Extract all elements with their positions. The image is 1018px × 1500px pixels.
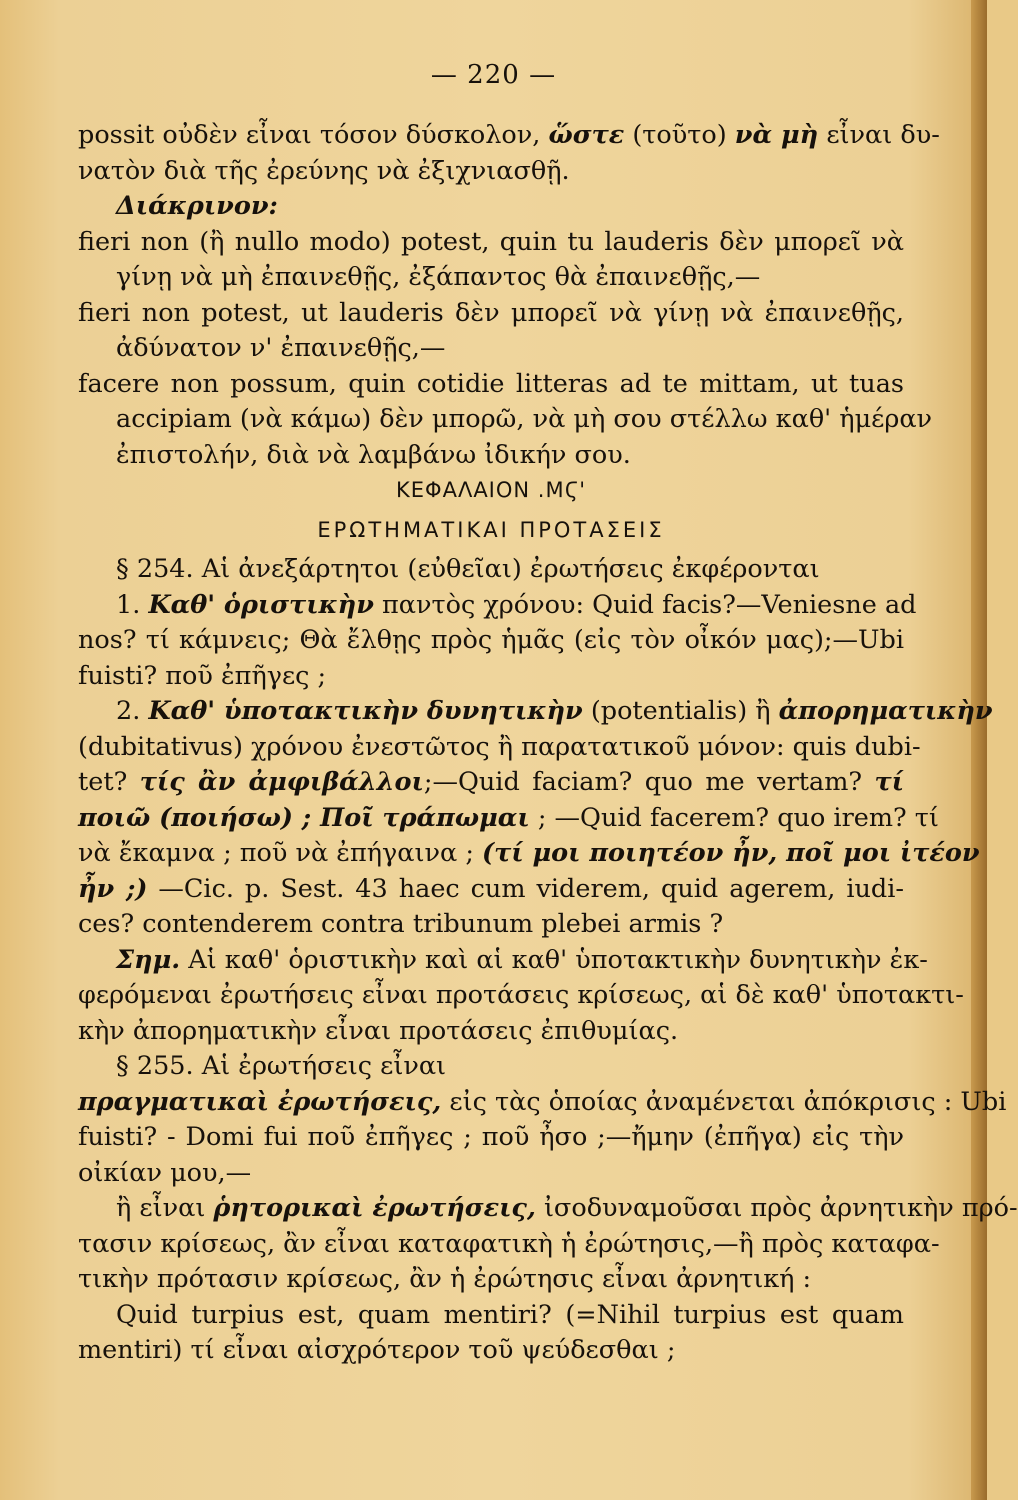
text-line: 1. Καθ' ὁριστικὴν παντὸς χρόνου: Quid facis?—Veniesne ad [116, 589, 917, 620]
subheading-diakrinon: Διάκρινον: [116, 191, 278, 221]
text-line: fieri non (ἢ nullo modo) potest, quin tu lauderis δὲν μπορεῖ νὰ [78, 226, 904, 257]
text-line: 2. Καθ' ὑποτακτικὴν δυνητικὴν (potentialis) ἢ ἀπορηματικὴν [116, 696, 993, 726]
text-line: facere non possum, quin cotidie litteras ad te mittam, ut tuas [78, 368, 904, 399]
text-line: (dubitativus) χρόνου ἐνεστῶτος ἢ παρατατικοῦ μόνον: quis dubi- [78, 731, 921, 762]
text-line: fuisti? ποῦ ἐπῆγες ; [78, 660, 327, 691]
text-line: nos? τί κάμνεις; Θὰ ἔλθῃς πρὸς ἡμᾶς (εἰς τὸν οἶκόν μας);—Ubi [78, 625, 904, 655]
text-line: Quid turpius est, quam mentiri? (=Nihil turpius est quam [116, 1299, 904, 1330]
text-line: νὰ ἔκαμνα ; ποῦ νὰ ἐπήγαινα ; (τί μοι ποιητέον ἦν, ποῖ μοι ἰτέον [78, 838, 980, 868]
page-binding-edge [971, 0, 987, 1500]
text-line: ποιῶ (ποιήσω) ; Ποῖ τράπωμαι ; —Quid facerem? quo irem? τί [78, 802, 939, 833]
text-line: mentiri) τί εἶναι αἰσχρότερον τοῦ ψεύδεσθαι ; [78, 1335, 676, 1365]
text-line: φερόμεναι ἐρωτήσεις εἶναι προτάσεις κρίσεως, αἱ δὲ καθ' ὑποτακτι- [78, 980, 964, 1010]
text-line: τικὴν πρότασιν κρίσεως, ἂν ἡ ἐρώτησις εἶναι ἀρνητική : [78, 1264, 812, 1294]
text-line: tet? τίς ἂν ἀμφιβάλλοι;—Quid faciam? quo me vertam? τί [78, 767, 905, 797]
text-line: πραγματικαὶ ἐρωτήσεις, εἰς τὰς ὁποίας ἀναμένεται ἀπόκρισις : Ubi [78, 1086, 1007, 1117]
text-line: ἦν ;) —Cic. p. Sest. 43 haec cum viderem, quid agerem, iudi- [78, 873, 905, 904]
page-number: — 220 — [430, 60, 557, 90]
text-line: possit οὐδὲν εἶναι τόσον δύσκολον, ὥστε (τοῦτο) νὰ μὴ εἶναι δυ- [78, 120, 940, 150]
text-line: Σημ. Αἱ καθ' ὁριστικὴν καὶ αἱ καθ' ὑποτακτικὴν δυνητικὴν ἐκ- [116, 944, 928, 975]
chapter-title: ΕΡΩΤΗΜΑΤΙΚΑΙ ΠΡΟΤΑΣΕΙΣ [317, 517, 665, 542]
text-line: ces? contenderem contra tribunum plebei armis ? [78, 909, 724, 939]
chapter-number: ΚΕΦΑΛΑΙΟΝ .ΜϚ' [396, 478, 586, 502]
text-line: fieri non potest, ut lauderis δὲν μπορεῖ νὰ γίνῃ νὰ ἐπαινεθῇς, [78, 297, 904, 328]
text-line: νατὸν διὰ τῆς ἐρεύνης νὰ ἐξιχνιασθῇ. [78, 155, 570, 186]
page-body [78, 118, 1018, 1369]
text-line: fuisti? - Domi fui ποῦ ἐπῆγες ; ποῦ ἦσο ;—ἤμην (ἐπῆγα) εἰς τὴν [78, 1122, 904, 1152]
text-line: ἢ εἶναι ῥητορικαὶ ἐρωτήσεις, ἰσοδυναμοῦσαι πρὸς ἀρνητικὴν πρό- [116, 1193, 1018, 1223]
section-254-intro: § 254. Αἱ ἀνεξάρτητοι (εὐθεῖαι) ἐρωτήσεις ἐκφέρονται [116, 554, 820, 584]
text-line: ἀδύνατον ν' ἐπαινεθῇς,— [116, 333, 446, 363]
section-255-intro: § 255. Αἱ ἐρωτήσεις εἶναι [116, 1051, 447, 1081]
text-line: οἰκίαν μου,— [78, 1157, 252, 1188]
text-line: κὴν ἀπορηματικὴν εἶναι προτάσεις ἐπιθυμίας. [78, 1015, 679, 1046]
text-line: τασιν κρίσεως, ἂν εἶναι καταφατικὴ ἡ ἐρώτησις,—ἢ πρὸς καταφα- [78, 1228, 940, 1259]
text-line: γίνῃ νὰ μὴ ἐπαινεθῇς, ἐξάπαντος θὰ ἐπαινεθῇς,— [116, 262, 761, 292]
text-line: ἐπιστολήν, διὰ νὰ λαμβάνω ἰδικήν σου. [116, 439, 631, 470]
text-line: accipiam (νὰ κάμω) δὲν μπορῶ, νὰ μὴ σου στέλλω καθ' ἡμέραν [116, 404, 933, 434]
